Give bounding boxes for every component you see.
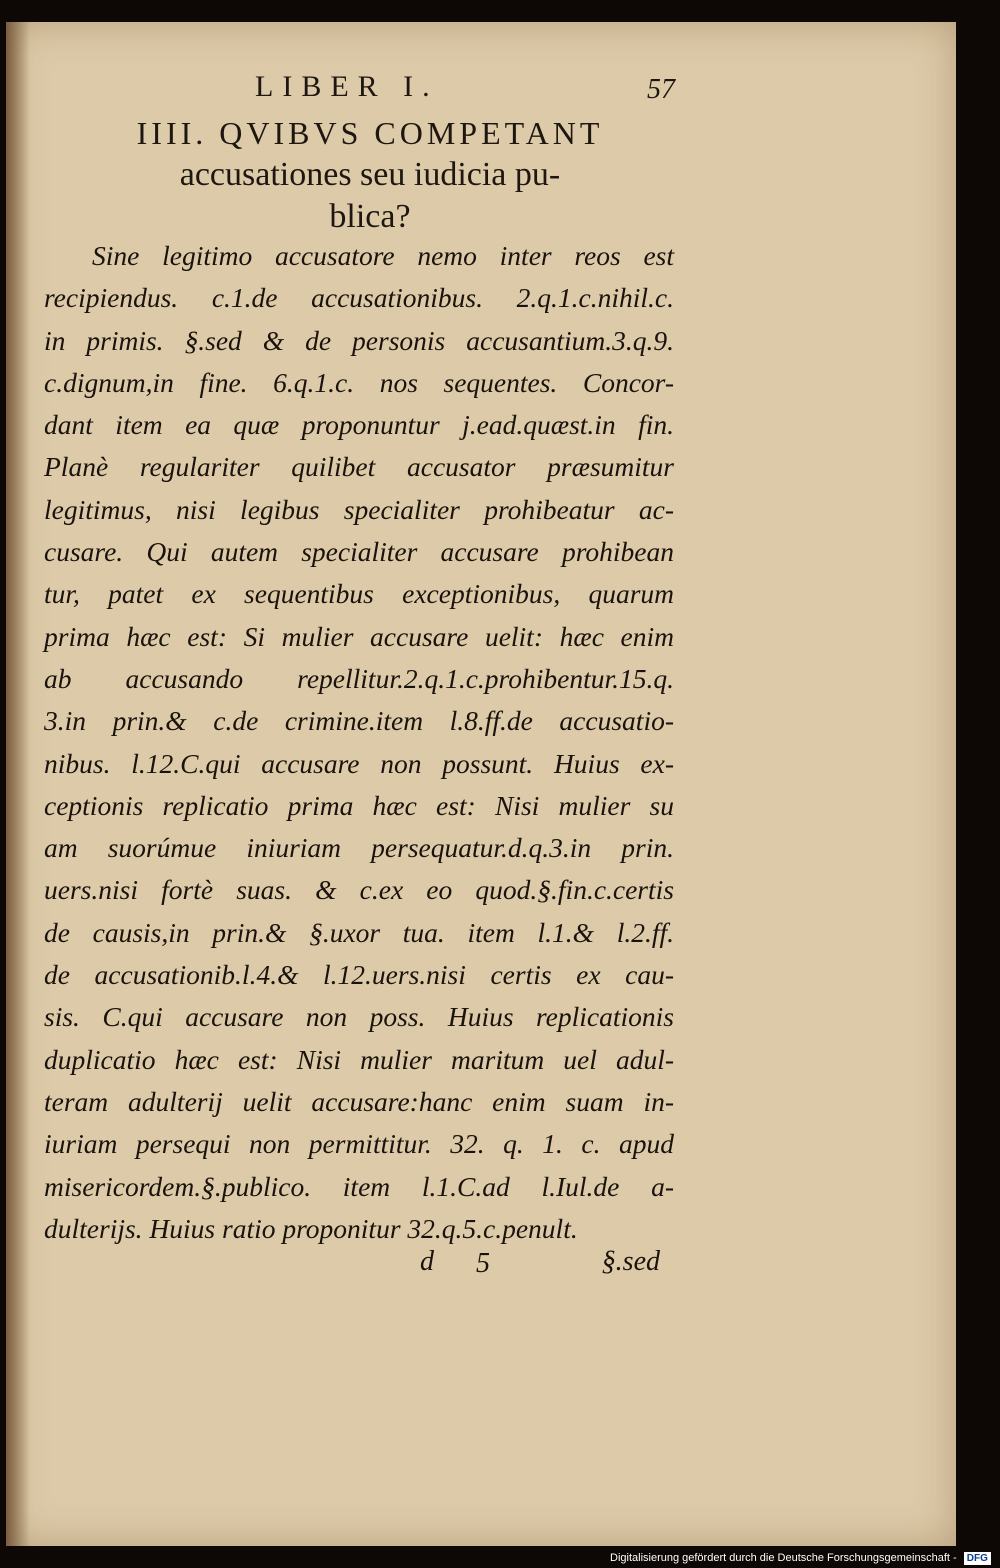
heading-line: IIII. QVIBVS COMPETANT <box>136 115 604 151</box>
text-line: ceptionis replicatio prima hæc est: Nisi mulier su <box>44 789 674 821</box>
text-line: iuriam persequi non permittitur. 32. q. 1. c. apud <box>44 1128 674 1160</box>
text-line: Sine legitimo accusatore nemo inter reos est <box>92 240 674 271</box>
text-line: sis. C.qui accusare non poss. Huius replicationis <box>44 1001 674 1033</box>
text-line: tur, patet ex sequentibus exceptionibus, quarum <box>44 578 674 610</box>
section-heading <box>70 112 670 238</box>
text-line: c.dignum,in fine. 6.q.1.c. nos sequentes. Concor- <box>44 366 674 398</box>
text-line: duplicatio hæc est: Nisi mulier maritum uel adul- <box>44 1043 674 1075</box>
text-line: recipiendus. c.1.de accusationibus. 2.q.1.c.nihil.c. <box>44 282 674 314</box>
body-text <box>44 235 674 1250</box>
page-header <box>255 70 675 114</box>
dfg-logo: DFG <box>964 1552 991 1565</box>
text-line: dulterijs. Huius ratio proponitur 32.q.5.c.penult. <box>44 1212 578 1244</box>
heading-line: accusationes seu iudicia pu- <box>179 156 561 193</box>
text-line: ab accusando repellitur.2.q.1.c.prohibentur.15.q. <box>44 662 674 694</box>
text-line: de accusationib.l.4.& l.12.uers.nisi certis ex cau- <box>44 959 674 991</box>
text-line: am suorúmue iniuriam persequatur.d.q.3.in prin. <box>44 832 674 864</box>
text-line: de causis,in prin.& §.uxor tua. item l.1.& l.2.ff. <box>44 916 674 948</box>
text-line: uers.nisi fortè suas. & c.ex eo quod.§.fin.c.certis <box>44 874 674 906</box>
text-line: in primis. §.sed & de personis accusantium.3.q.9. <box>44 324 674 356</box>
page-number: 57 <box>647 74 675 105</box>
text-line: nibus. l.12.C.qui accusare non possunt. Huius ex- <box>44 747 674 779</box>
text-line: legitimus, nisi legibus specialiter prohibeatur ac- <box>44 493 674 525</box>
running-head: LIBER I. <box>255 70 439 103</box>
text-line: 3.in prin.& c.de crimine.item l.8.ff.de accusatio- <box>44 705 674 737</box>
text-line: teram adulterij uelit accusare:hanc enim suam in- <box>44 1085 674 1117</box>
digitization-credit <box>610 1549 998 1567</box>
signature-mark: d <box>420 1246 434 1277</box>
text-line: Planè regulariter quilibet accusator præsumitur <box>44 451 674 483</box>
catchword: §.sed <box>601 1246 660 1277</box>
page-gutter-shadow <box>6 22 30 1546</box>
signature-number: 5 <box>476 1248 490 1279</box>
text-line: dant item ea quæ proponuntur j.ead.quæst.in fin. <box>44 409 674 441</box>
page-footer <box>420 1246 660 1286</box>
text-line: misericordem.§.publico. item l.1.C.ad l.Iul.de a- <box>44 1170 674 1202</box>
text-line: prima hæc est: Si mulier accusare uelit: hæc enim <box>44 620 674 652</box>
heading-line: blica? <box>329 198 411 235</box>
credit-text: Digitalisierung gefördert durch die Deutsche Forschungsgemeinschaft - <box>610 1552 957 1565</box>
text-line: cusare. Qui autem specialiter accusare prohibean <box>44 536 674 568</box>
